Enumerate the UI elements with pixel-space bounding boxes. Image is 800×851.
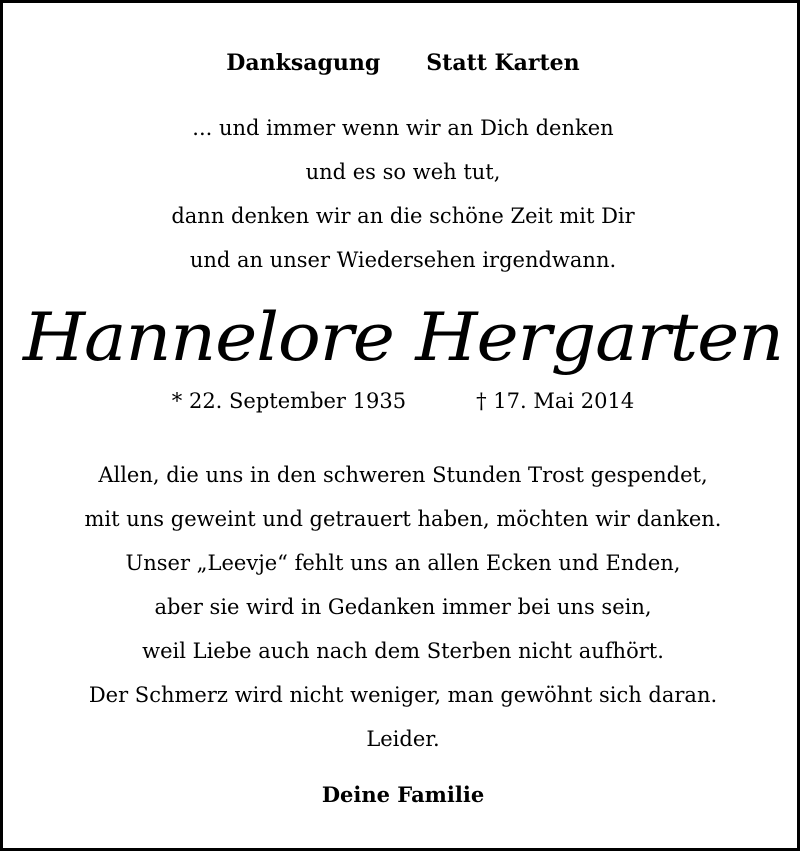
header-statt-karten: Statt Karten [426, 50, 580, 76]
signature: Deine Familie [321, 782, 485, 807]
notice-header [3, 50, 800, 76]
message-line: Leider. [366, 727, 440, 751]
message-line: mit uns geweint und getrauert haben, möchten wir danken. [84, 507, 722, 531]
message-line: Allen, die uns in den schweren Stunden Trost gespendet, [98, 463, 708, 487]
header-thanks: Danksagung [226, 50, 381, 76]
life-dates [3, 389, 800, 413]
deceased-name: Hannelore Hergarten [22, 299, 784, 376]
death-date: † 17. Mai 2014 [476, 389, 635, 413]
poem-line: und es so weh tut, [305, 160, 501, 184]
message-line: aber sie wird in Gedanken immer bei uns sein, [154, 595, 652, 619]
poem-line: und an unser Wiedersehen irgendwann. [189, 248, 617, 272]
message-line: weil Liebe auch nach dem Sterben nicht aufhört. [142, 639, 664, 663]
message-line: Der Schmerz wird nicht weniger, man gewöhnt sich daran. [88, 683, 718, 707]
thanks-message [3, 453, 800, 761]
message-line: Unser „Leevje“ fehlt uns an allen Ecken und Enden, [125, 551, 681, 575]
poem [3, 106, 800, 282]
poem-line: ... und immer wenn wir an Dich denken [192, 116, 614, 140]
poem-line: dann denken wir an die schöne Zeit mit Dir [171, 204, 635, 228]
birth-date: * 22. September 1935 [171, 389, 407, 413]
